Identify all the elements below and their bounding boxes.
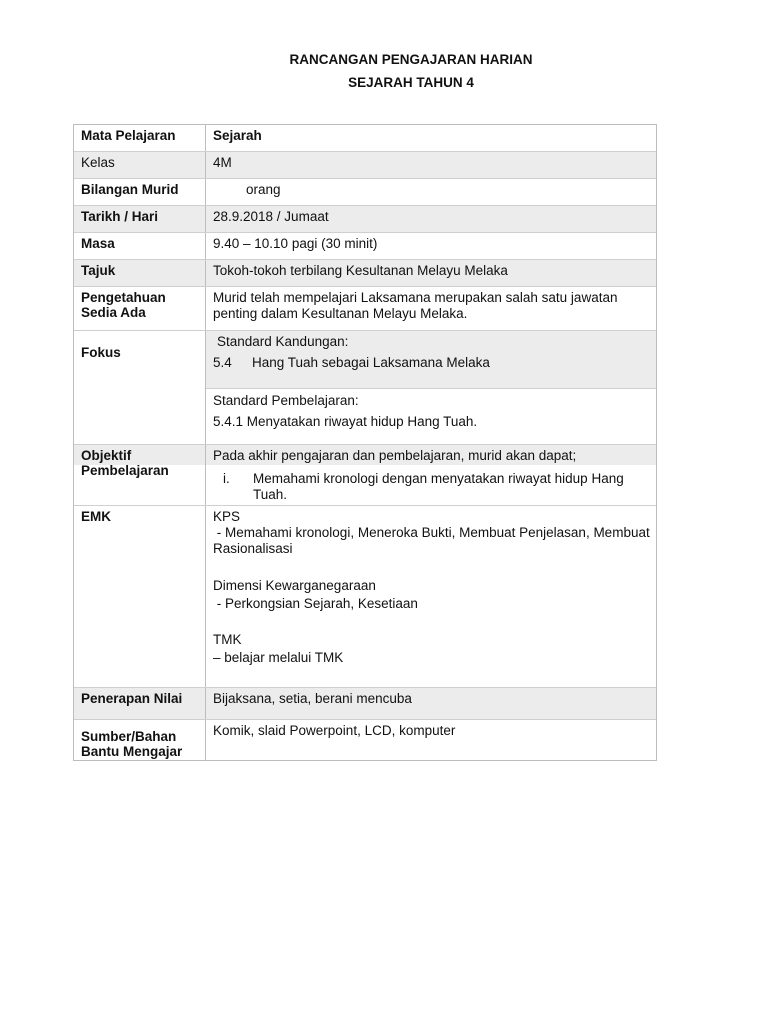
label-emk: EMK xyxy=(74,506,206,687)
row-sumber xyxy=(74,720,656,760)
label-bilangan-murid: Bilangan Murid xyxy=(74,179,206,205)
objektif-intro: Pada akhir pengajaran dan pembelajaran, murid akan dapat; xyxy=(213,448,577,463)
label-fokus: Fokus xyxy=(74,331,206,444)
value-mata-pelajaran: Sejarah xyxy=(213,128,262,143)
label-mata-pelajaran: Mata Pelajaran xyxy=(74,125,206,151)
row-kelas xyxy=(74,152,656,179)
row-tajuk xyxy=(74,260,656,287)
value-pengetahuan: Murid telah mempelajari Laksamana merupakan salah satu jawatan penting dalam Kesultanan Melayu Melaka. xyxy=(213,290,618,321)
label-masa: Masa xyxy=(74,233,206,259)
label-objektif: Objektif Pembelajaran xyxy=(74,445,206,505)
standard-kandungan-number: 5.4 xyxy=(213,355,232,370)
standard-kandungan-text: Hang Tuah sebagai Laksamana Melaka xyxy=(252,355,490,370)
row-pengetahuan xyxy=(74,287,656,331)
standard-pembelajaran-title: Standard Pembelajaran: xyxy=(213,393,359,408)
label-kelas: Kelas xyxy=(74,152,206,178)
standard-kandungan-title: Standard Kandungan: xyxy=(217,334,349,349)
objektif-item xyxy=(213,471,650,503)
label-tajuk: Tajuk xyxy=(74,260,206,286)
value-tarikh: 28.9.2018 / Jumaat xyxy=(213,209,329,224)
value-masa: 9.40 – 10.10 pagi (30 minit) xyxy=(213,236,378,251)
value-objektif xyxy=(206,445,656,505)
row-bilangan-murid xyxy=(74,179,656,206)
row-fokus xyxy=(74,331,656,445)
lesson-plan-table xyxy=(73,124,657,761)
standard-pembelajaran-text: 5.4.1 Menyatakan riwayat hidup Hang Tuah. xyxy=(213,414,478,429)
standard-pembelajaran-cell xyxy=(206,389,656,429)
row-emk xyxy=(74,506,656,688)
row-tarikh xyxy=(74,206,656,233)
emk-dimensi-title: Dimensi Kewarganegaraan xyxy=(213,578,376,593)
label-tarikh: Tarikh / Hari xyxy=(74,206,206,232)
label-sumber: Sumber/Bahan Bantu Mengajar xyxy=(74,720,206,760)
emk-kps-title: KPS xyxy=(213,509,241,524)
row-nilai xyxy=(74,688,656,720)
value-bilangan-murid: orang xyxy=(246,182,281,197)
page-subtitle: SEJARAH TAHUN 4 xyxy=(348,75,474,90)
value-tajuk: Tokoh-tokoh terbilang Kesultanan Melayu Melaka xyxy=(213,263,508,278)
value-emk xyxy=(206,506,656,687)
standard-kandungan-item xyxy=(213,355,650,370)
emk-kps-text: - Memahami kronologi, Meneroka Bukti, Membuat Penjelasan, Membuat Rasionalisasi xyxy=(213,525,654,556)
standard-kandungan-cell xyxy=(206,331,656,389)
row-objektif xyxy=(74,445,656,506)
emk-dimensi-text: - Perkongsian Sejarah, Kesetiaan xyxy=(213,596,418,611)
objektif-item-number: i. xyxy=(223,471,230,486)
value-nilai: Bijaksana, setia, berani mencuba xyxy=(213,691,412,706)
label-pengetahuan: Pengetahuan Sedia Ada xyxy=(74,287,206,330)
objektif-item-text: Memahami kronologi dengan menyatakan riwayat hidup Hang Tuah. xyxy=(253,471,624,502)
page-title: RANCANGAN PENGAJARAN HARIAN xyxy=(289,52,533,67)
value-sumber: Komik, slaid Powerpoint, LCD, komputer xyxy=(213,723,456,738)
value-kelas: 4M xyxy=(213,155,232,170)
emk-tmk-title: TMK xyxy=(213,632,242,647)
emk-tmk-text: – belajar melalui TMK xyxy=(213,650,344,665)
row-mata-pelajaran xyxy=(74,125,656,152)
label-nilai: Penerapan Nilai xyxy=(74,688,206,719)
row-masa xyxy=(74,233,656,260)
